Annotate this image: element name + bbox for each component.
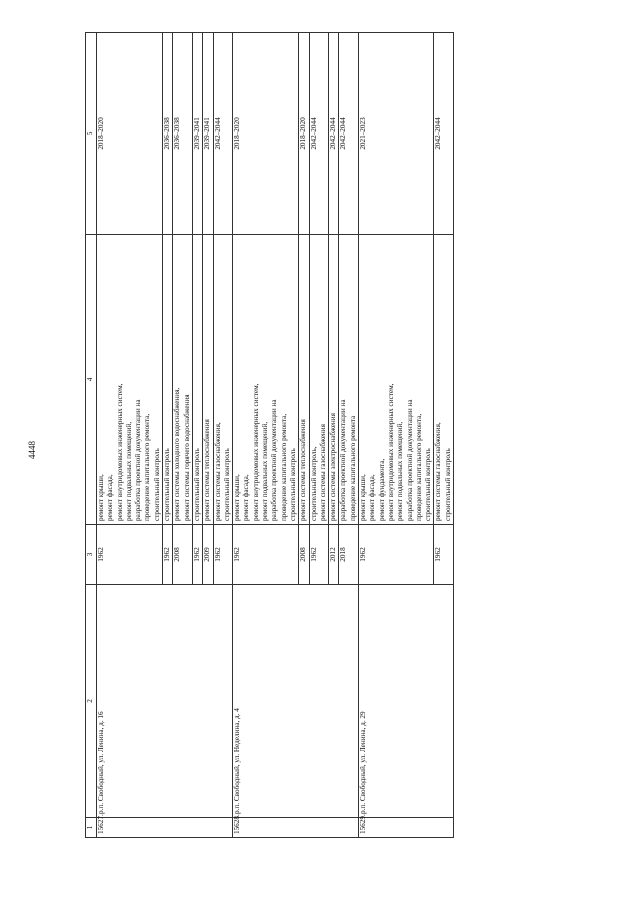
commission-year: 1962: [309, 525, 329, 585]
repair-period: 2018–2020: [299, 33, 309, 235]
work-line: строительный контроль: [288, 448, 297, 521]
work-line: ремонт фундамента,: [377, 458, 386, 521]
work-line: ремонт системы газоснабжения,: [213, 422, 222, 521]
repair-works: [434, 235, 454, 525]
work-line: ремонт подвальных помещений,: [396, 421, 405, 521]
work-line: ремонт крыши,: [97, 474, 105, 521]
repair-works: [339, 235, 359, 525]
repair-works: [309, 235, 329, 525]
repair-works: [192, 235, 202, 525]
work-line: разработка проектной документации на: [405, 399, 414, 521]
work-line: проведение капитального ремонта: [348, 415, 357, 521]
work-line: строительный контроль: [152, 448, 161, 521]
work-line: проведение капитального ремонта,: [279, 413, 288, 521]
work-line: разработка проектной документации на: [270, 399, 279, 521]
repair-period: 2042–2044: [339, 33, 359, 235]
repair-works: [213, 235, 233, 525]
column-number-1: 1: [86, 818, 97, 838]
work-line: проведение капитального ремонта,: [143, 413, 152, 521]
work-line: ремонт фасада,: [368, 474, 377, 521]
repair-works: [163, 235, 173, 525]
repair-period: 2042–2044: [329, 33, 339, 235]
building-address: р.п. Свободный, ул. Ленина, д. 29: [359, 585, 454, 818]
repair-period: 2021–2023: [359, 33, 434, 235]
repair-period: 2039–2041: [192, 33, 202, 235]
work-line: строительный контроль: [424, 448, 433, 521]
work-line: строительный контроль: [163, 448, 172, 521]
repair-period: 2036–2038: [173, 33, 193, 235]
repair-period: 2042–2044: [309, 33, 329, 235]
table-row: [233, 33, 299, 838]
commission-year: 1962: [434, 525, 454, 585]
column-number-row: [86, 33, 97, 838]
work-line: ремонт системы холодного водоснабжения,: [173, 387, 182, 521]
record-number: 15629.: [359, 818, 454, 838]
commission-year: 2009: [203, 525, 213, 585]
commission-year: 1962: [192, 525, 202, 585]
work-line: строительный контроль: [222, 448, 231, 521]
commission-year: 2008: [299, 525, 309, 585]
commission-year: 2018: [339, 525, 359, 585]
work-line: разработка проектной документации на: [339, 399, 348, 521]
repair-works: [233, 235, 299, 525]
work-line: ремонт системы горячего водоснабжения: [182, 394, 191, 521]
work-line: ремонт фасада,: [106, 474, 115, 521]
record-number: 15628.: [233, 818, 359, 838]
record-number: 15627.: [97, 818, 233, 838]
commission-year: 1962: [233, 525, 299, 585]
column-number-4: 4: [86, 235, 97, 525]
commission-year: 1962: [163, 525, 173, 585]
column-number-3: 3: [86, 525, 97, 585]
page-number: 4448: [27, 441, 37, 459]
repair-period: 2018–2020: [97, 33, 163, 235]
repair-works: [97, 235, 163, 525]
work-line: строительный контроль: [192, 448, 201, 521]
work-line: ремонт подвальных помещений,: [124, 421, 133, 521]
work-line: ремонт крыши,: [233, 474, 242, 521]
building-address: р.п. Свободный, ул. Ленина, д. 16: [97, 585, 233, 818]
repair-works: [203, 235, 213, 525]
work-line: ремонт системы газоснабжения: [318, 424, 327, 521]
work-line: проведение капитального ремонта,: [414, 413, 423, 521]
work-line: ремонт фасада,: [242, 474, 251, 521]
repair-period: 2042–2044: [434, 33, 454, 235]
repair-period: 2036–2038: [163, 33, 173, 235]
commission-year: 1962: [359, 525, 434, 585]
work-line: разработка проектной документации на: [134, 399, 143, 521]
repair-works: [359, 235, 434, 525]
work-line: ремонт системы теплоснабжения: [203, 419, 212, 521]
work-line: ремонт системы газоснабжения,: [434, 422, 443, 521]
table-row: [97, 33, 163, 838]
work-line: ремонт подвальных помещений,: [261, 421, 270, 521]
work-line: строительный контроль: [443, 448, 452, 521]
commission-year: 1962: [213, 525, 233, 585]
column-number-5: 5: [86, 33, 97, 235]
work-line: ремонт крыши,: [359, 474, 368, 521]
commission-year: 2008: [173, 525, 193, 585]
work-line: ремонт внутридомовых инженерных систем,: [251, 383, 260, 521]
work-line: ремонт системы теплоснабжения: [299, 419, 308, 521]
table-row: [359, 33, 434, 838]
table-body: [86, 33, 454, 838]
repair-period: 2039–2041: [203, 33, 213, 235]
work-line: ремонт внутридомовых инженерных систем,: [115, 383, 124, 521]
rotated-table-frame: [85, 33, 615, 838]
building-address: р.п. Свободный, ул. Неделина, д. 4: [233, 585, 359, 818]
column-number-2: 2: [86, 585, 97, 818]
repair-works: [329, 235, 339, 525]
repair-works: [173, 235, 193, 525]
repair-period: 2042–2044: [213, 33, 233, 235]
work-line: строительный контроль,: [309, 446, 318, 521]
repair-schedule-table: [85, 32, 454, 838]
repair-works: [299, 235, 309, 525]
work-line: ремонт внутридомовых инженерных систем,: [386, 383, 395, 521]
commission-year: 1962: [97, 525, 163, 585]
repair-period: 2018–2020: [233, 33, 299, 235]
work-line: ремонт системы электроснабжения: [329, 413, 338, 521]
commission-year: 2012: [329, 525, 339, 585]
